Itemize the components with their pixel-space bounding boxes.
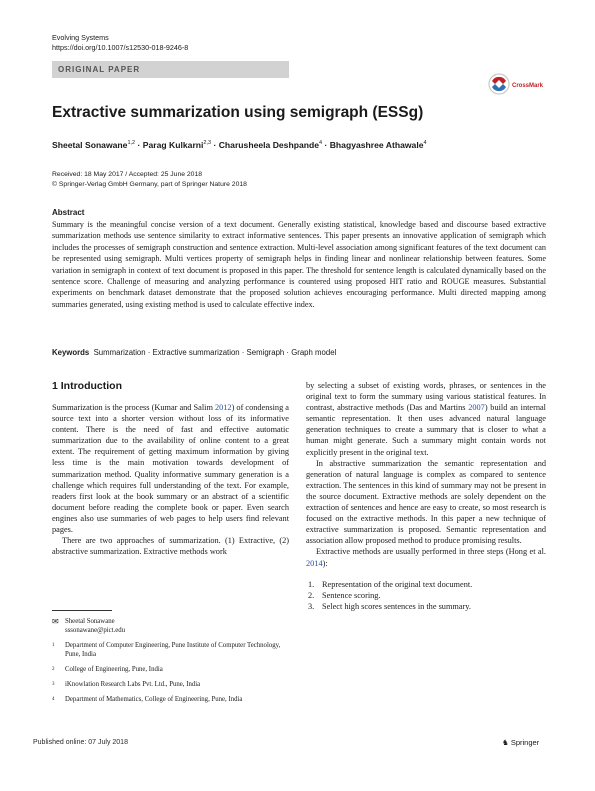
paragraph-text: Extractive methods are usually performed in three steps (Hong et al. bbox=[316, 547, 546, 557]
author-list bbox=[52, 140, 427, 150]
journal-name: Evolving Systems bbox=[52, 33, 109, 42]
affiliation-item bbox=[52, 665, 289, 674]
affiliation-item bbox=[52, 695, 289, 704]
abstract-heading: Abstract bbox=[52, 208, 85, 217]
author-affiliation-mark: 2,3 bbox=[203, 140, 212, 147]
author-separator: · bbox=[211, 140, 219, 150]
intro-paragraph bbox=[52, 402, 289, 535]
list-item-number: 3. bbox=[308, 601, 315, 611]
list-item-text: Select high scores sentences in the summary. bbox=[322, 601, 471, 611]
list-item bbox=[306, 601, 546, 612]
left-column bbox=[52, 380, 289, 557]
affiliation-item bbox=[52, 641, 289, 659]
affiliation-mark: 1 bbox=[52, 643, 55, 648]
author-affiliation-mark: 4 bbox=[319, 140, 323, 147]
paragraph-text: Summarization is the process (Kumar and Salim bbox=[52, 403, 215, 412]
intro-paragraph: In abstractive summarization the semantic representation and generation of natural language is complex as compared to sentence extraction. The sentences in this kind of summary may not be present in the source document. Extractive methods are solely dependent on the extraction of sentences and hence are easy to create, so most research is focused on the extractive methods. In this paper a new technique of extractive summarization is proposed. Semantic representation and association allow proposed method to produce promising results. bbox=[306, 458, 546, 546]
author-affiliation-mark: 4 bbox=[423, 140, 427, 147]
author-separator: · bbox=[135, 140, 143, 150]
citation-link[interactable]: 2014 bbox=[306, 558, 323, 568]
affiliation-item bbox=[52, 680, 289, 689]
paper-title: Extractive summarization using semigraph (ESSg) bbox=[52, 104, 424, 121]
affiliation-text: Department of Computer Engineering, Pune Institute of Computer Technology, Pune, India bbox=[65, 642, 281, 658]
keywords-line bbox=[52, 348, 546, 357]
copyright-line: © Springer-Verlag GmbH Germany, part of Springer Nature 2018 bbox=[52, 180, 247, 188]
extraction-steps-list bbox=[306, 579, 546, 612]
paragraph-text: ) of condensing a source text into a shorter version without loss of its informative content. There is the need of fast and effective automatic summarization due to the availability of online content to a great extent. The requirement of getting maximum information by giving less time is the main motivation towards development of summarization method. Quality informative summary generation is a challenge which requires full understanding of the text. For example, readers first look at the book summary or an abstract of a scientific document before reading the complete book or paper. Even search engines also use summaries of web pages to help users find relevant pages. bbox=[52, 403, 289, 535]
section-heading-introduction: 1 Introduction bbox=[52, 380, 122, 392]
affiliations-block bbox=[52, 617, 289, 710]
corresponding-author-email[interactable]: sssonawane@pict.edu bbox=[65, 627, 126, 634]
intro-paragraph bbox=[306, 546, 546, 568]
intro-paragraph: There are two approaches of summarization. (1) Extractive, (2) abstractive summarization. Extractive methods work bbox=[52, 536, 289, 557]
paragraph-text: ): bbox=[322, 558, 328, 568]
list-item bbox=[306, 590, 546, 601]
affiliation-text: College of Engineering, Pune, India bbox=[65, 666, 163, 673]
envelope-icon: ✉ bbox=[52, 617, 59, 626]
keywords-list: Summarization · Extractive summarization · Semigraph · Graph model bbox=[93, 348, 337, 357]
abstract-text: Summary is the meaningful concise version of a text document. Generally existing statistical, knowledge based and discourse based extractive summarization methods use sentence similarity to extract informative sentences. This paper presents an innovative application of semigraph which includes the processes of semigraph construction and sentence extraction. Multi-level association among significant features of the text document can be represented using semigraph. Multi vertices property of semigraph helps in finding linear and nonlinear relationship between features. Some variation in semigraph in context of text document is proposed in this paper. The threshold for sentence length is calculated dynamically based on the sentence score. Challenge of measuring and analyzing performance is countered using proposed HIT ratio and ROUGE measures. Substantial experiments on benchmark dataset demonstrate that the proposed solution achieves encouraging performance. Multi directed mapping among summaries generated, using existing method is used to calculate effective index. bbox=[52, 220, 546, 309]
citation-link[interactable]: 2007 bbox=[468, 403, 485, 413]
affiliation-mark: 2 bbox=[52, 667, 55, 672]
author-name[interactable]: Charusheela Deshpande bbox=[218, 140, 320, 150]
received-accepted-dates: Received: 18 May 2017 / Accepted: 25 June 2018 bbox=[52, 171, 203, 178]
author-name[interactable]: Parag Kulkarni bbox=[142, 140, 204, 150]
right-column bbox=[306, 380, 546, 612]
intro-paragraph bbox=[306, 380, 546, 458]
list-item-text: Representation of the original text document. bbox=[322, 579, 473, 589]
journal-header bbox=[52, 33, 188, 52]
journal-doi-link[interactable]: https://doi.org/10.1007/s12530-018-9246-8 bbox=[52, 42, 189, 52]
published-online-date: Published online: 07 July 2018 bbox=[33, 739, 128, 746]
list-item-text: Sentence scoring. bbox=[322, 590, 381, 600]
author-name[interactable]: Sheetal Sonawane bbox=[52, 140, 128, 150]
affiliation-text: Department of Mathematics, College of Engineering, Pune, India bbox=[65, 696, 243, 703]
paragraph-text: ) build an internal semantic representation. It then uses advanced natural language generation techniques to create a summary that is closer to what a human might generate. Such a summary might contain words not explicitly present in the original text. bbox=[306, 403, 546, 457]
article-type-label: ORIGINAL PAPER bbox=[58, 65, 141, 74]
author-affiliation-mark: 1,2 bbox=[127, 140, 136, 147]
corresponding-author-name: Sheetal Sonawane bbox=[65, 618, 115, 625]
affiliation-mark: 4 bbox=[52, 697, 55, 702]
publisher-logo bbox=[502, 738, 539, 747]
list-item-number: 1. bbox=[308, 579, 315, 589]
publication-history bbox=[52, 170, 247, 189]
author-separator: · bbox=[322, 140, 330, 150]
springer-horse-icon: ♞ bbox=[502, 738, 509, 747]
list-item bbox=[306, 579, 546, 590]
affiliation-mark: 3 bbox=[52, 682, 55, 687]
citation-link[interactable]: 2012 bbox=[214, 403, 232, 412]
publisher-name: Springer bbox=[510, 738, 540, 747]
crossmark-label[interactable]: CrossMark bbox=[512, 83, 544, 89]
affiliation-text: iKnowlation Research Labs Pvt. Ltd., Pune, India bbox=[65, 681, 201, 688]
footnote-divider bbox=[52, 610, 112, 611]
keywords-label: Keywords bbox=[52, 348, 90, 357]
author-name[interactable]: Bhagyashree Athawale bbox=[329, 140, 424, 150]
corresponding-author bbox=[52, 617, 289, 635]
paragraph-text: by selecting a subset of existing words, phrases, or sentences in the original text to form the summary using various statistical features. In contrast, abstractive methods (Das and Martins bbox=[306, 381, 546, 413]
list-item-number: 2. bbox=[308, 590, 315, 600]
